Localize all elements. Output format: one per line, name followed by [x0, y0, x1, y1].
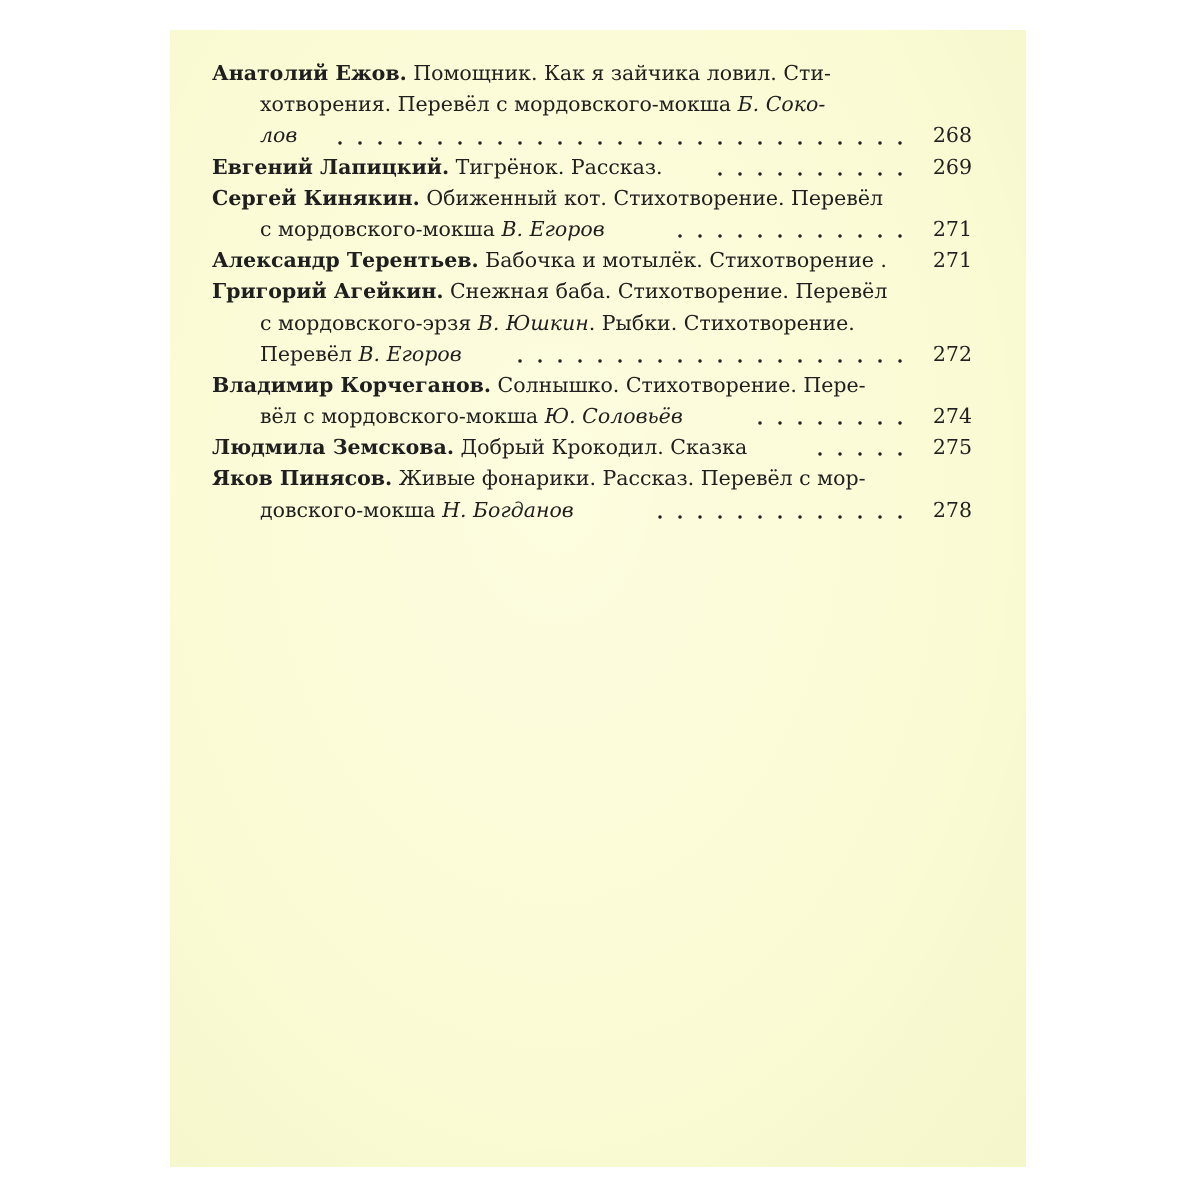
toc-title: . Рыбки. Стихотворение. [588, 310, 855, 335]
toc-author: Сергей Кинякин. [212, 185, 420, 210]
toc-title: Помощник. Как я зайчика ловил. Сти- [406, 61, 831, 85]
toc-page-number: 271 [932, 248, 972, 273]
toc-author: Александр Терентьев. [212, 248, 479, 273]
toc-page-number: 275 [932, 435, 972, 460]
toc-line [212, 183, 972, 214]
toc-text: вёл с мордовского-мокша [260, 404, 545, 429]
toc-author: Яков Пинясов. [212, 466, 393, 491]
toc-author: Григорий Агейкин. [212, 279, 444, 304]
toc-text: с мордовского-мокша [260, 216, 502, 241]
toc-author: Людмила Земскова. [212, 435, 454, 460]
toc-line [212, 152, 972, 183]
toc-author: Анатолий Ежов. [212, 61, 407, 85]
toc-translator: В. Юшкин [477, 310, 589, 335]
toc-line [212, 120, 972, 151]
toc-title: Добрый Крокодил. Сказка [453, 435, 748, 460]
toc-translator: В. Егоров [358, 341, 462, 366]
toc-page-number: 278 [932, 497, 972, 522]
toc-translator: В. Егоров [501, 216, 605, 241]
toc-line [212, 89, 972, 120]
toc-line [212, 276, 972, 307]
toc-text: хотворения. Перевёл с мордовского-мокша [260, 92, 738, 117]
toc-author: Владимир Корчеганов. [212, 372, 492, 397]
toc-line [212, 432, 972, 463]
toc-text: довского-мокша [260, 497, 443, 522]
toc-title: Живые фонарики. Рассказ. Перевёл с мор- [392, 466, 866, 491]
toc-line [212, 495, 972, 526]
toc-page-number: 272 [932, 341, 972, 366]
toc-translator: лов [260, 123, 298, 148]
toc-author: Евгений Лапицкий. [212, 154, 450, 179]
toc-title: Обиженный кот. Стихотворение. Перевёл [419, 185, 883, 210]
toc-line [212, 245, 972, 276]
toc-page-number: 271 [932, 216, 972, 241]
toc-title: Тигрёнок. Рассказ. [449, 154, 663, 179]
toc-line [212, 214, 972, 245]
toc-title: Снежная баба. Стихотворение. Перевёл [443, 279, 888, 304]
toc-translator: Б. Соко- [737, 92, 826, 117]
toc-line [212, 339, 972, 370]
toc-page-number: 269 [932, 154, 972, 179]
toc-title: Солнышко. Стихотворение. Пере- [491, 372, 866, 397]
toc-translator: Н. Богданов [442, 497, 574, 522]
book-page [170, 30, 1026, 1167]
toc-translator: Ю. Соловьёв [544, 404, 683, 429]
toc-line [212, 308, 972, 339]
toc-page-number: 274 [932, 404, 972, 429]
toc-page-number: 268 [932, 123, 972, 148]
table-of-contents [212, 58, 972, 526]
toc-text: с мордовского-эрзя [260, 310, 478, 335]
toc-line [212, 370, 972, 401]
toc-title: Бабочка и мотылёк. Стихотворение . [478, 248, 887, 273]
toc-line [212, 58, 972, 89]
toc-line [212, 463, 972, 494]
toc-text: Перевёл [260, 341, 359, 366]
toc-line [212, 401, 972, 432]
